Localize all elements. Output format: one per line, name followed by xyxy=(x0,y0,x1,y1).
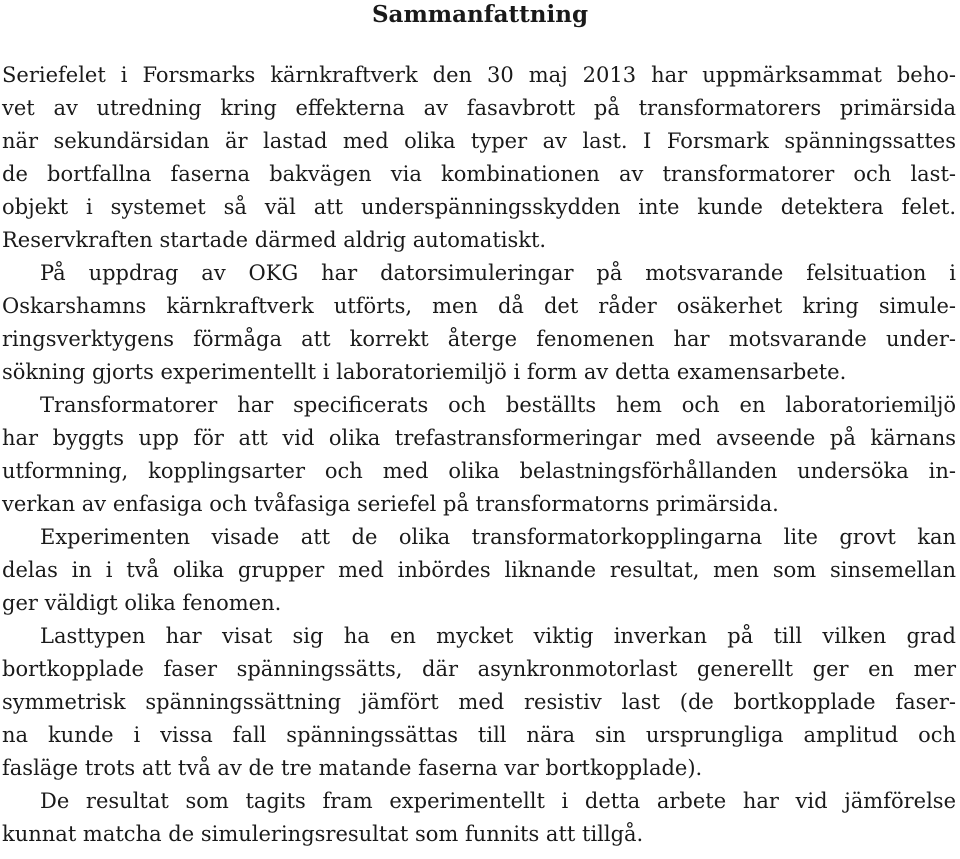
text-line: ringsverktygens förmåga att korrekt återge fenomenen har motsvarande under- xyxy=(2,327,956,351)
text-line: ger väldigt olika fenomen. xyxy=(2,591,282,615)
text-line: sökning gjorts experimentellt i laboratoriemiljö i form av detta examensarbete. xyxy=(2,360,847,384)
text-line: na kunde i vissa fall spänningssättas till nära sin ursprungliga amplitud och xyxy=(2,723,956,747)
text-line: utformning, kopplingsarter och med olika belastningsförhållanden undersöka in- xyxy=(2,459,956,483)
text-line: när sekundärsidan är lastad med olika typer av last. I Forsmark spänningssattes xyxy=(2,129,956,153)
text-line: fasläge trots att två av de tre matande faserna var bortkopplade). xyxy=(2,756,703,780)
text-line: Lasttypen har visat sig ha en mycket viktig inverkan på till vilken grad xyxy=(40,624,956,648)
text-line: På uppdrag av OKG har datorsimuleringar på motsvarande felsituation i xyxy=(40,261,956,285)
text-line: vet av utredning kring effekterna av fasavbrott på transformatorers primärsida xyxy=(2,96,956,120)
text-line: kunnat matcha de simuleringsresultat som funnits att tillgå. xyxy=(2,822,644,846)
text-line: Seriefelet i Forsmarks kärnkraftverk den 30 maj 2013 har uppmärksammat beho- xyxy=(2,63,956,87)
text-line: de bortfallna faserna bakvägen via kombinationen av transformatorer och last- xyxy=(2,162,956,186)
text-line: objekt i systemet så väl att underspänningsskydden inte kunde detektera felet. xyxy=(2,195,956,219)
text-line: symmetrisk spänningssättning jämfört med resistiv last (de bortkopplade faser- xyxy=(2,690,956,714)
text-line: Oskarshamns kärnkraftverk utförts, men då det råder osäkerhet kring simule- xyxy=(2,294,956,318)
page-title: Sammanfattning xyxy=(371,1,589,28)
abstract-body xyxy=(2,59,956,851)
text-line: verkan av enfasiga och tvåfasiga seriefel på transformatorns primärsida. xyxy=(2,492,779,516)
text-line: De resultat som tagits fram experimentellt i detta arbete har vid jämförelse xyxy=(40,789,956,813)
text-line: Reservkraften startade därmed aldrig automatiskt. xyxy=(2,228,547,252)
text-line: bortkopplade faser spänningssätts, där asynkronmotorlast generellt ger en mer xyxy=(2,657,956,681)
text-line: delas in i två olika grupper med inbördes liknande resultat, men som sinsemellan xyxy=(2,558,956,582)
text-line: Experimenten visade att de olika transformatorkopplingarna lite grovt kan xyxy=(40,525,956,549)
text-line: Transformatorer har specificerats och beställts hem och en laboratoriemiljö xyxy=(40,393,956,417)
text-line: har byggts upp för att vid olika trefastransformeringar med avseende på kärnans xyxy=(2,426,956,450)
